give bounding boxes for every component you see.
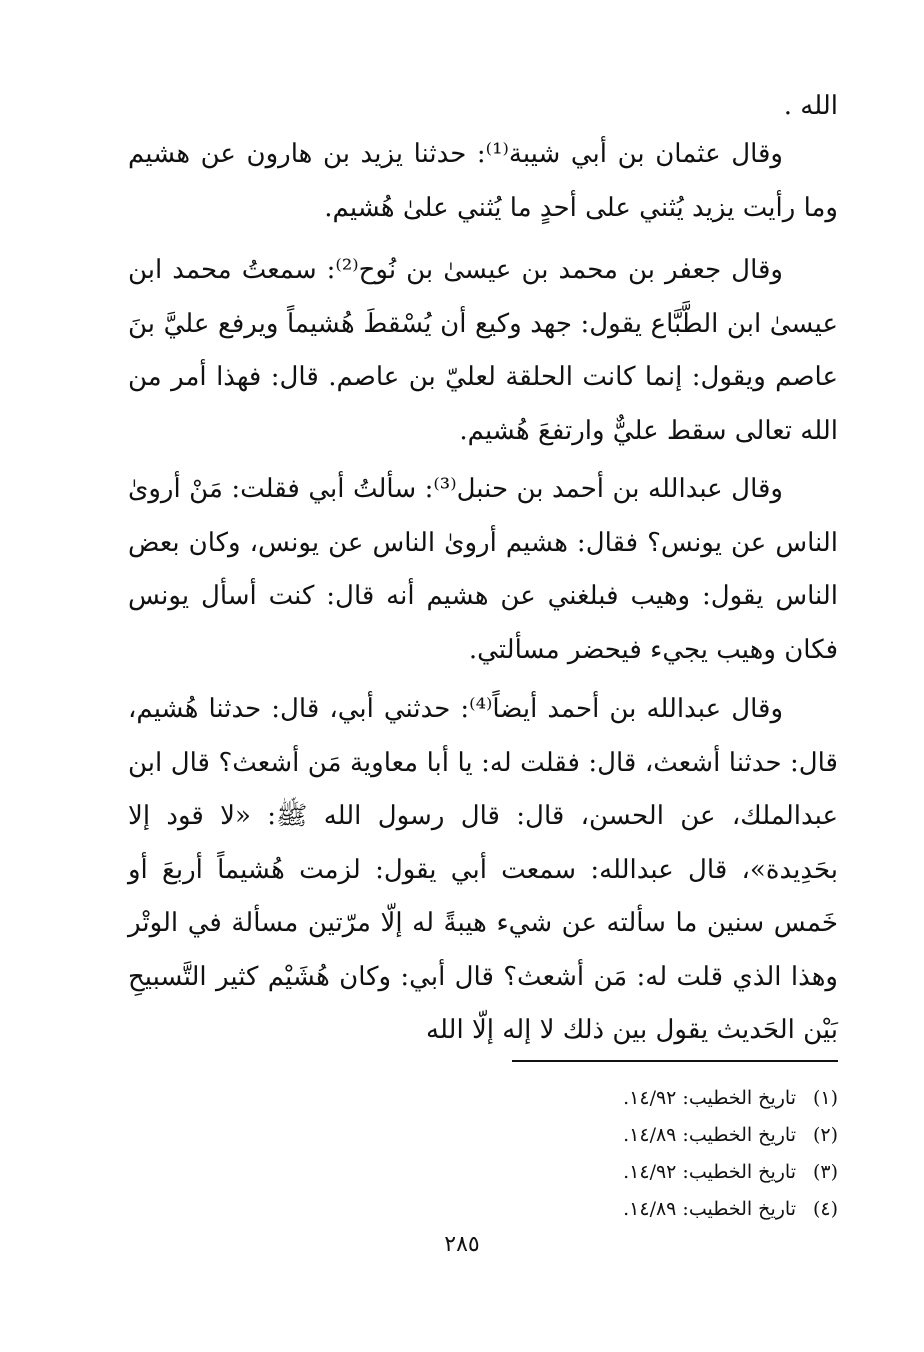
page-number: ٢٨٥ bbox=[444, 1232, 480, 1257]
footnote-item bbox=[470, 1191, 838, 1228]
footnote-number: (٢) bbox=[812, 1124, 838, 1146]
footnote-text: تاريخ الخطيب: ١٤/٩٢. bbox=[623, 1087, 796, 1109]
footnote-item bbox=[470, 1117, 838, 1154]
footnote-separator bbox=[512, 1060, 838, 1062]
paragraph-uthman-ibn-abi-shayba: وقال عثمان بن أبي شيبة⁽¹⁾: حدثنا يزيد بن هارون عن هشيم وما رأيت يزيد يُثني على أحدٍ ما يُثني علىٰ هُشيم. bbox=[128, 139, 838, 223]
footnote-number: (٣) bbox=[812, 1161, 838, 1183]
footnote-text: تاريخ الخطيب: ١٤/٨٩. bbox=[623, 1198, 796, 1220]
footnotes bbox=[470, 1080, 838, 1228]
footnote-text: تاريخ الخطيب: ١٤/٩٢. bbox=[623, 1161, 796, 1183]
paragraph-continuation: الله . bbox=[783, 91, 838, 121]
footnote-number: (٤) bbox=[812, 1198, 838, 1220]
paragraph-jafar-ibn-muhammad: وقال جعفر بن محمد بن عيسىٰ بن نُوح⁽²⁾: سمعتُ محمد ابن عيسىٰ ابن الطَّبَّاع يقول: جهد وكيع أن يُسْقطَ هُشيماً ويرفع عليَّ بنَ عاصم ويقول: إنما كانت الحلقة لعليّ بن عاصم. قال: فهذا أمر من الله تعالى سقط عليٌّ وارتفعَ هُشيم. bbox=[128, 255, 838, 446]
footnote-text: تاريخ الخطيب: ١٤/٨٩. bbox=[623, 1124, 796, 1146]
footnote-item bbox=[470, 1080, 838, 1117]
paragraph-abdullah-ibn-ahmad-also: وقال عبدالله بن أحمد أيضاً⁽⁴⁾: حدثني أبي، قال: حدثنا هُشيم، قال: حدثنا أشعث، قال: فقلت له: يا أبا معاوية مَن أشعث؟ قال ابن عبدالملك، عن الحسن، قال: قال رسول الله ﷺ: «لا قود إلا بحَدِيدة»، قال عبدالله: سمعت أبي يقول: لزمت هُشيماً أربعَ أو خَمس سنين ما سألته عن شيء هيبةً له إلّا مرّتين مسألة في الوتْر وهذا الذي قلت له: مَن أشعث؟ قال أبي: وكان هُشَيْم كثير التَّسبيحِ بَيْن الحَديث يقول بين ذلك لا إله إلّا الله bbox=[128, 694, 838, 1045]
footnote-number: (١) bbox=[812, 1087, 838, 1109]
paragraph-abdullah-ibn-ahmad: وقال عبدالله بن أحمد بن حنبل⁽³⁾: سألتُ أبي فقلت: مَنْ أروىٰ الناس عن يونس؟ فقال: هشيم أروىٰ الناس عن يونس، وكان بعض الناس يقول: وهيب فبلغني عن هشيم أنه قال: كنت أسأل يونس فكان وهيب يجيء فيحضر مسألتي. bbox=[128, 474, 838, 665]
footnote-item bbox=[470, 1154, 838, 1191]
